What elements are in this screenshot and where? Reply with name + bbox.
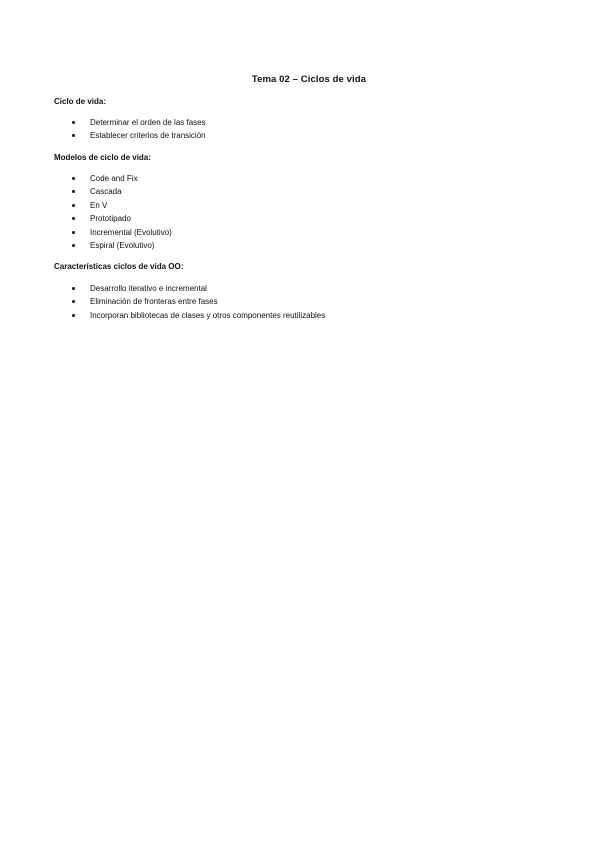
section-heading-ciclo-de-vida: Ciclo de vida: — [54, 97, 107, 106]
bullet-icon — [72, 177, 75, 180]
bullet-icon — [72, 287, 75, 290]
bullet-icon — [72, 190, 75, 193]
list-item-text: En V — [90, 200, 108, 210]
bullet-icon — [72, 300, 75, 303]
section-heading-modelos: Modelos de ciclo de vida: — [54, 153, 151, 162]
list-item-text: Espiral (Evolutivo) — [90, 240, 155, 250]
list-item-text: Code and Fix — [90, 174, 138, 183]
list-item-text: Determinar el orden de las fases — [90, 118, 206, 127]
list-item-text: Prototipado — [90, 214, 131, 224]
list-item-text: Desarrollo iterativo e incremental — [90, 284, 207, 293]
bullet-icon — [72, 204, 75, 207]
list-item-text: Cascada — [90, 187, 122, 197]
list-item-text: Incremental (Evolutivo) — [90, 227, 172, 237]
section-heading-caracteristicas: Características ciclos de vida OO: — [54, 262, 184, 271]
list-item-text: Eliminación de fronteras entre fases — [90, 297, 218, 307]
bullet-icon — [72, 231, 75, 234]
bullet-icon — [72, 244, 75, 247]
bullet-icon — [72, 121, 75, 124]
bullet-icon — [72, 217, 75, 220]
bullet-icon — [72, 134, 75, 137]
page-title: Tema 02 – Ciclos de vida — [251, 74, 367, 85]
bullet-icon — [72, 314, 75, 317]
list-item-text: Establecer criterios de transición — [90, 131, 206, 141]
list-item-text: Incorporan bibliotecas de clases y otros componentes reutilizables — [90, 310, 326, 320]
